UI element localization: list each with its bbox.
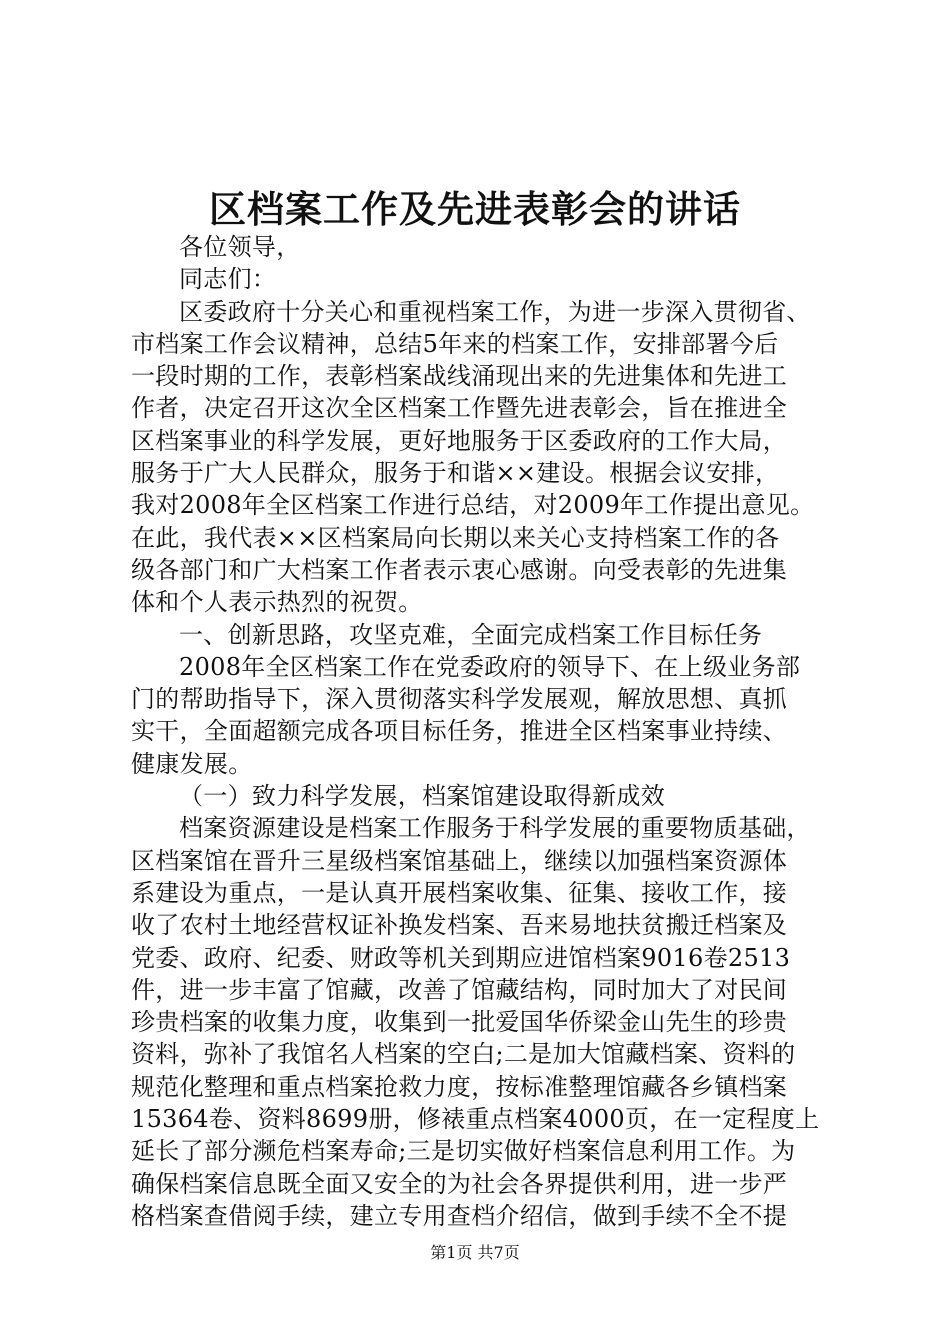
paragraph-line: 档案资源建设是档案工作服务于科学发展的重要物质基础，: [179, 814, 811, 843]
paragraph-line: 市档案工作会议精神，总结5年来的档案工作，安排部署今后: [131, 329, 779, 358]
paragraph-line: 规范化整理和重点档案抢救力度，按标准整理馆藏各乡镇档案: [131, 1072, 788, 1101]
subsection-heading: （一）致力科学发展，档案馆建设取得新成效: [179, 782, 665, 811]
paragraph-line: 格档案查借阅手续，建立专用查档介绍信，做到手续不全不提: [131, 1201, 788, 1230]
document-body: [131, 231, 831, 1232]
document-title: 区档案工作及先进表彰会的讲话: [209, 187, 741, 231]
page-number-footer: 第1页 共7页: [430, 1243, 520, 1262]
paragraph-line: 确保档案信息既全面又安全的为社会各界提供利用，进一步严: [131, 1169, 788, 1198]
paragraph-line: 健康发展。: [131, 749, 253, 778]
paragraph-line: 区档案事业的科学发展，更好地服务于区委政府的工作大局，: [131, 426, 788, 455]
paragraph-line: 区档案馆在晋升三星级档案馆基础上，继续以加强档案资源体: [131, 846, 788, 875]
paragraph-line: 体和个人表示热烈的祝贺。: [131, 588, 423, 617]
paragraph-line: 门的帮助指导下，深入贯彻落实科学发展观，解放思想、真抓: [131, 685, 788, 714]
paragraph-line: 收了农村土地经营权证补换发档案、吾来易地扶贫搬迁档案及: [131, 911, 788, 940]
salutation-line: 各位领导，: [179, 233, 301, 261]
paragraph-line: 党委、政府、纪委、财政等机关到期应进馆档案9016卷2513: [131, 943, 791, 972]
paragraph-line: 珍贵档案的收集力度，收集到一批爱国华侨梁金山先生的珍贵: [131, 1008, 788, 1037]
paragraph-line: 实干，全面超额完成各项目标任务，推进全区档案事业持续、: [131, 717, 788, 746]
paragraph-line: 资料，弥补了我馆名人档案的空白;二是加大馆藏档案、资料的: [131, 1040, 796, 1069]
paragraph-line: 作者，决定召开这次全区档案工作暨先进表彰会，旨在推进全: [131, 394, 788, 423]
paragraph-line: 在此，我代表××区档案局向长期以来关心支持档案工作的各: [131, 523, 780, 552]
paragraph-line: 服务于广大人民群众，服务于和谐××建设。根据会议安排，: [131, 459, 780, 488]
paragraph-line: 区委政府十分关心和重视档案工作，为进一步深入贯彻省、: [179, 297, 811, 326]
paragraph-line: 系建设为重点，一是认真开展档案收集、征集、接收工作，接: [131, 878, 788, 907]
paragraph-line: 我对2008年全区档案工作进行总结，对2009年工作提出意见。: [131, 491, 815, 520]
paragraph-line: 15364卷、资料8699册，修裱重点档案4000页，在一定程度上: [131, 1105, 820, 1134]
paragraph-line: 件，进一步丰富了馆藏，改善了馆藏结构，同时加大了对民间: [131, 975, 788, 1004]
paragraph-line: 延长了部分濒危档案寿命;三是切实做好档案信息利用工作。为: [131, 1137, 796, 1166]
paragraph-line: 级各部门和广大档案工作者表示衷心感谢。向受表彰的先进集: [131, 555, 788, 584]
salutation-line: 同志们：: [179, 265, 277, 294]
paragraph-line: 2008年全区档案工作在党委政府的领导下、在上级业务部: [179, 652, 801, 681]
paragraph-line: 一段时期的工作，表彰档案战线涌现出来的先进集体和先进工: [131, 362, 788, 391]
section-heading: 一、创新思路，攻坚克难，全面完成档案工作目标任务: [179, 620, 763, 649]
